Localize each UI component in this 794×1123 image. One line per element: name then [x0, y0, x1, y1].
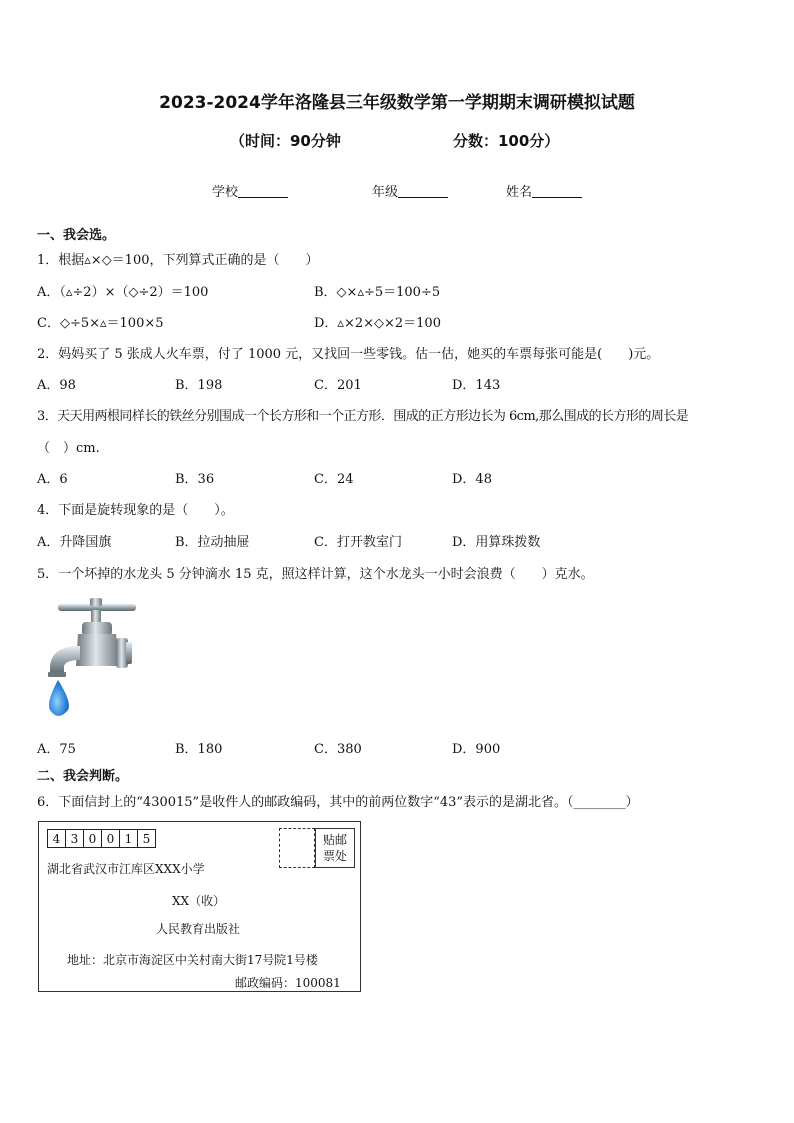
question-1: 1．根据▵×◇＝100，下列算式正确的是（ ）: [37, 253, 319, 268]
q2-option-a[interactable]: A．98: [37, 378, 76, 393]
sender-postcode: 邮政编码：100081: [235, 976, 341, 990]
question-4: 4．下面是旋转现象的是（ ）。: [37, 503, 234, 518]
stamp-label-line-2: 票处: [322, 849, 347, 863]
faucet-icon: [42, 594, 142, 724]
q1-option-c[interactable]: C．◇÷5×▵＝100×5: [37, 316, 164, 331]
name-field: [506, 181, 582, 200]
q4-option-b[interactable]: B．拉动抽屉: [175, 535, 250, 550]
question-3-line-2: （ ）cm.: [37, 441, 100, 456]
stamp-label-line-1: 贴邮: [322, 833, 347, 847]
school-label: 学校: [212, 185, 239, 200]
recipient-address: 湖北省武汉市江库区XXX小学: [47, 862, 205, 876]
q3-option-d[interactable]: D．48: [452, 472, 492, 487]
postcode-digit: 0: [101, 829, 120, 848]
postcode-digit: 4: [47, 829, 66, 848]
postcode-digit: 0: [83, 829, 102, 848]
exam-score: 分数：100分）: [453, 132, 560, 150]
question-2: 2．妈妈买了 5 张成人火车票，付了 1000 元，又找回一些零钱。估一估，她买的车票每张可能是( )元。: [37, 347, 660, 362]
q3-option-a[interactable]: A．6: [37, 472, 68, 487]
name-label: 姓名: [506, 185, 533, 200]
postcode-boxes: [47, 829, 155, 848]
postcode-digit: 1: [119, 829, 138, 848]
section-heading-judge: 二、我会判断。: [37, 769, 129, 784]
q4-option-c[interactable]: C．打开教室门: [314, 535, 402, 550]
q1-option-d[interactable]: D．▵×2×◇×2＝100: [314, 316, 441, 331]
grade-field: [372, 181, 448, 200]
q4-option-d[interactable]: D．用算珠拨数: [452, 535, 541, 550]
q2-option-d[interactable]: D．143: [452, 378, 501, 393]
postcode-digit: 5: [137, 829, 156, 848]
envelope-figure: [38, 821, 361, 992]
q5-option-a[interactable]: A．75: [37, 742, 76, 757]
question-6: 6．下面信封上的“430015”是收件人的邮政编码，其中的前两位数字“43”表示的是湖北省。（________）: [37, 795, 639, 810]
sender-organization: 人民教育出版社: [156, 922, 241, 936]
q1-option-b[interactable]: B．◇×▵÷5＝100÷5: [314, 285, 441, 300]
school-blank[interactable]: [238, 183, 288, 198]
school-field: [212, 181, 288, 200]
grade-label: 年级: [372, 185, 399, 200]
stamp-label-box: [315, 828, 355, 868]
q3-option-b[interactable]: B．36: [175, 472, 215, 487]
postcode-digit: 3: [65, 829, 84, 848]
question-5: 5．一个坏掉的水龙头 5 分钟滴水 15 克，照这样计算，这个水龙头一小时会浪费（ ）克水。: [37, 567, 594, 582]
exam-time: （时间：90分钟: [230, 132, 341, 150]
q2-option-b[interactable]: B．198: [175, 378, 223, 393]
stamp-placeholder: [279, 828, 315, 868]
section-heading-choice: 一、我会选。: [37, 228, 116, 243]
q1-option-a[interactable]: A．（▵÷2）×（◇÷2）＝100: [37, 285, 209, 300]
q2-option-c[interactable]: C．201: [314, 378, 362, 393]
question-3-line-1: 3．天天用两根同样长的铁丝分别围成一个长方形和一个正方形．围成的正方形边长为 6cm,那么围成的长方形的周长是: [37, 409, 689, 424]
q5-option-b[interactable]: B．180: [175, 742, 223, 757]
sender-address: 地址：北京市海淀区中关村南大街17号院1号楼: [67, 953, 318, 967]
q5-option-d[interactable]: D．900: [452, 742, 501, 757]
name-blank[interactable]: [532, 183, 582, 198]
q4-option-a[interactable]: A．升降国旗: [37, 535, 112, 550]
grade-blank[interactable]: [398, 183, 448, 198]
q3-option-c[interactable]: C．24: [314, 472, 354, 487]
recipient-name: XX（收）: [172, 894, 226, 908]
q5-option-c[interactable]: C．380: [314, 742, 362, 757]
page-title: 2023-2024学年洛隆县三年级数学第一学期期末调研模拟试题: [159, 93, 635, 113]
